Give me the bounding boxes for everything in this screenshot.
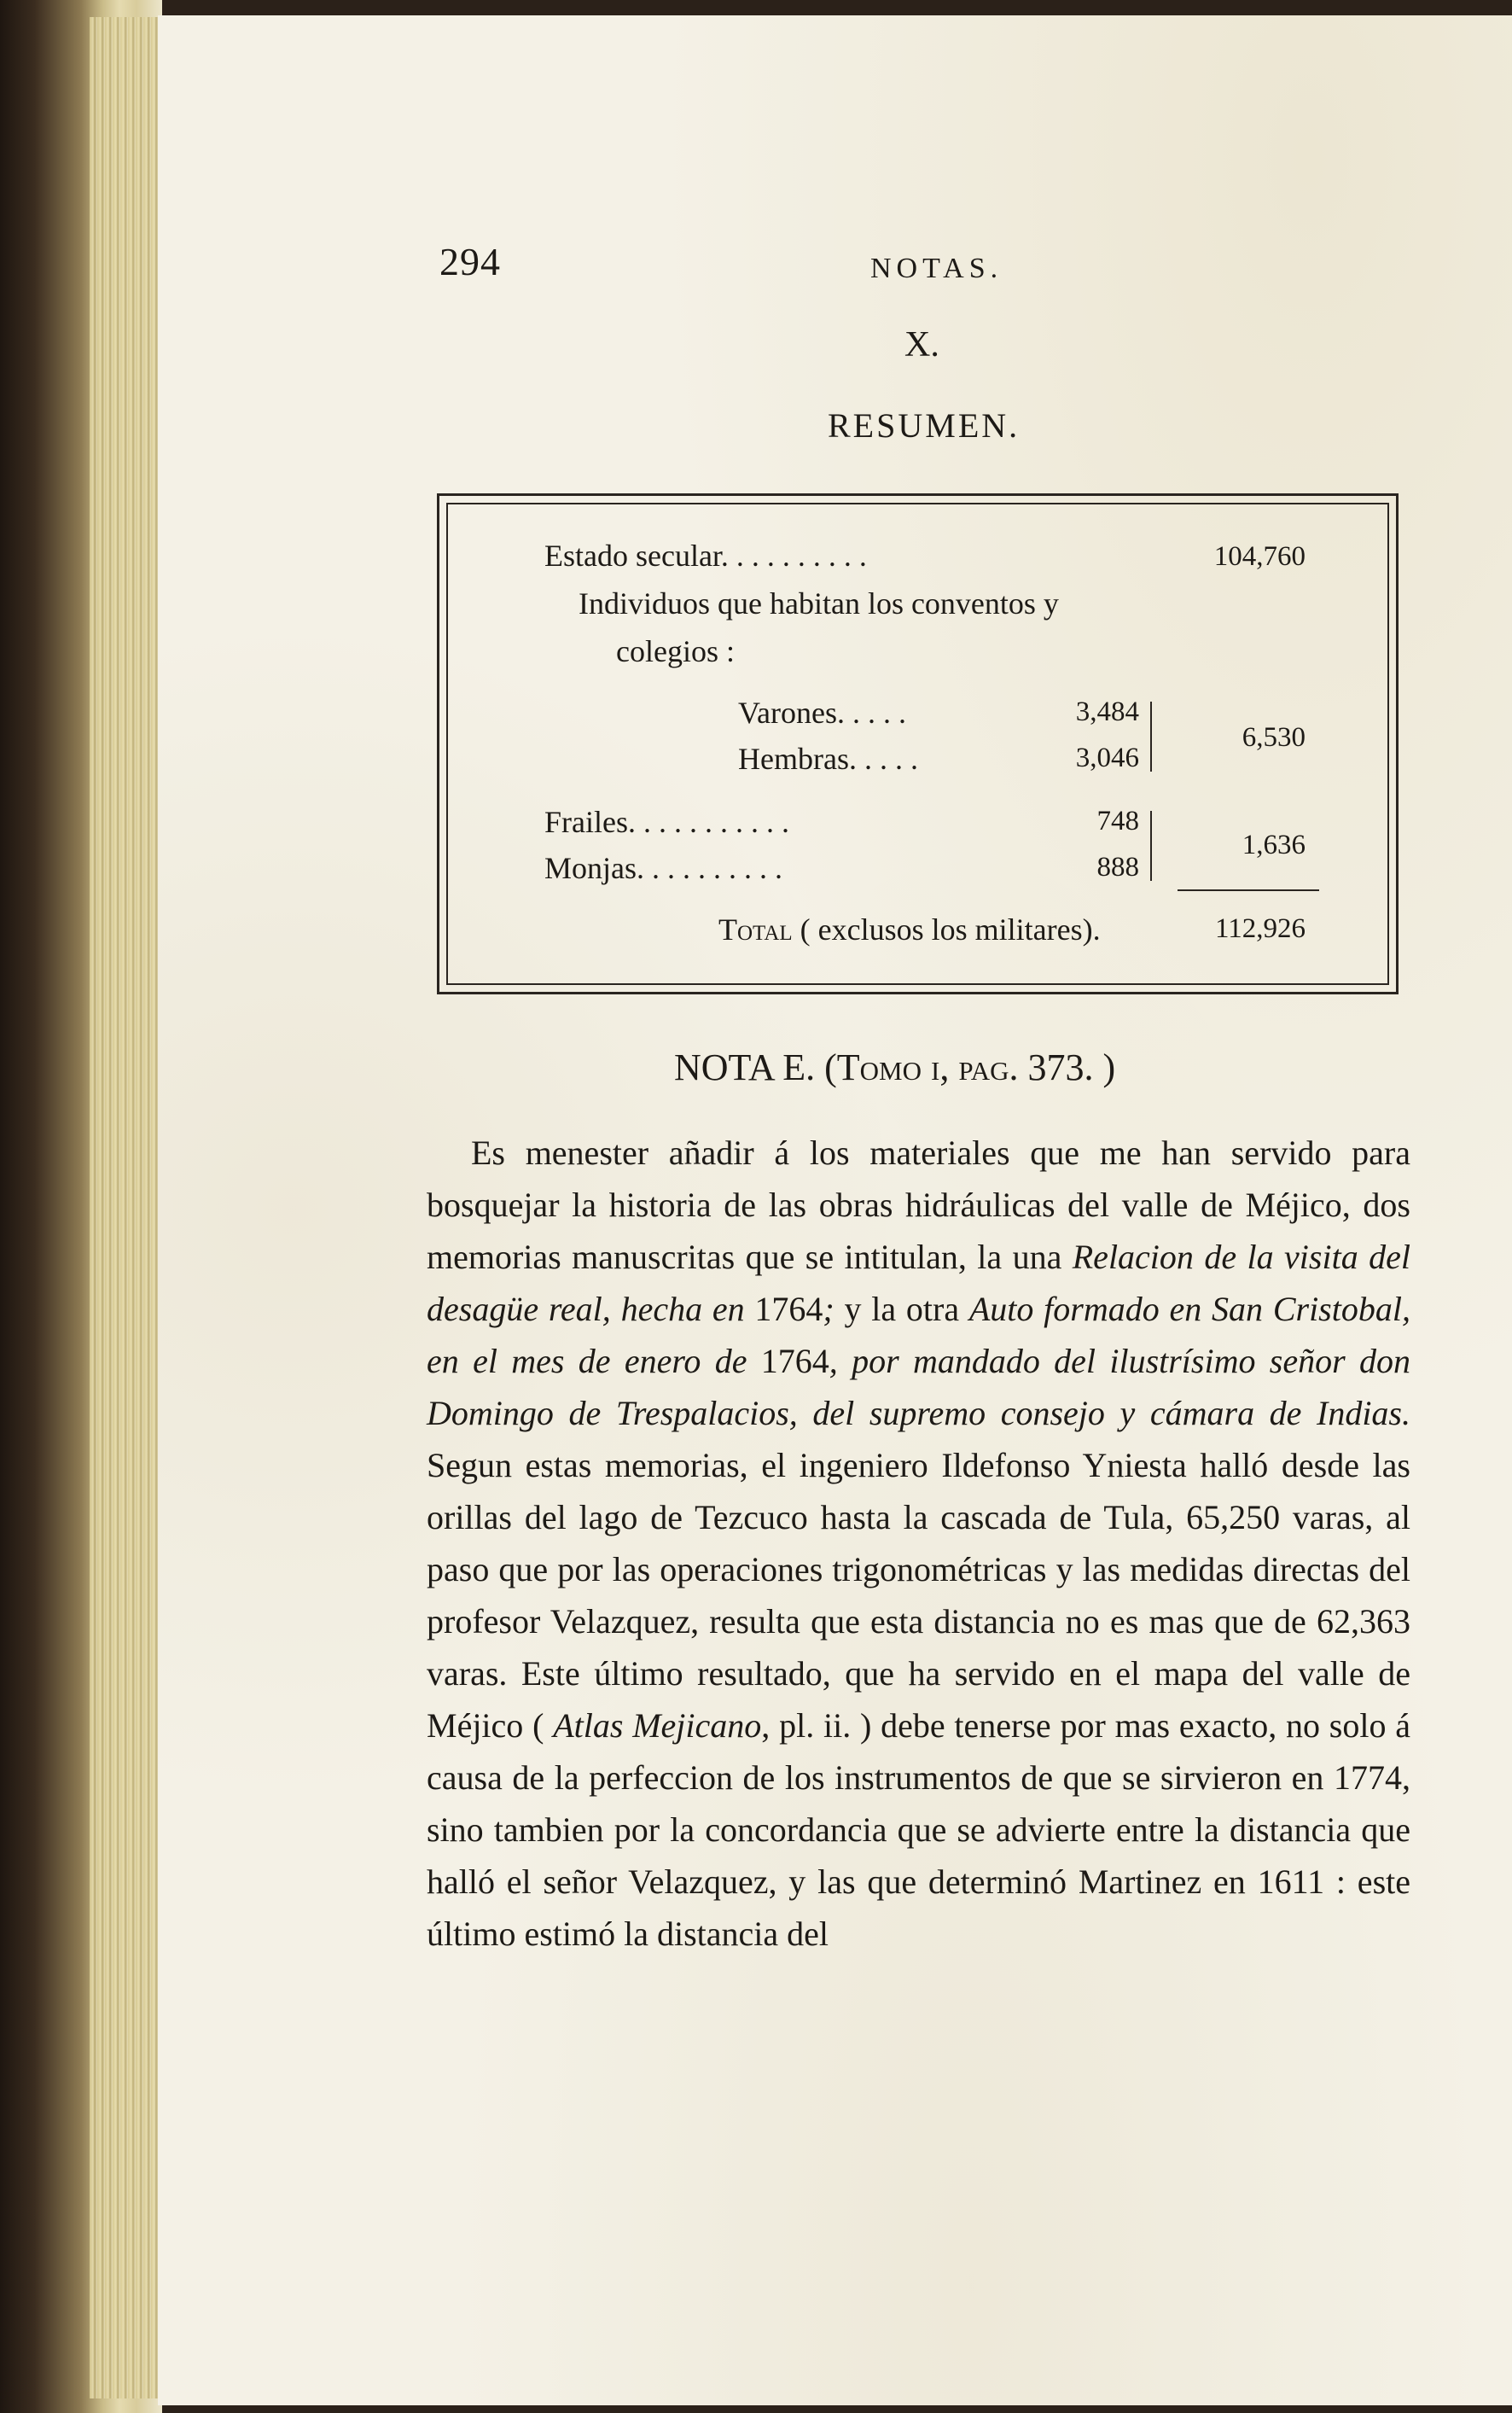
text-run: Es menester añadir á los materiales que me han servido para bosquejar la historia de las obras hidráulicas del valle de Méjico, dos memorias manuscritas que se intitulan, la una — [427, 1134, 1410, 1276]
body-paragraph — [427, 1127, 1410, 1960]
section-number: X. — [904, 325, 939, 364]
row-estado-secular-label: Estado secular. . . . . . . . . . — [544, 539, 867, 573]
row-monjas-value: 888 — [1096, 852, 1139, 883]
row-frailes-value: 748 — [1096, 806, 1139, 836]
page-number: 294 — [439, 240, 501, 283]
row-monjas-label: Monjas. . . . . . . . . . — [544, 851, 782, 885]
text-run: y la otra — [844, 1290, 969, 1328]
nota-heading-page: 373. ) — [1018, 1046, 1116, 1088]
nota-heading-tomo: Tomo i, pag. — [836, 1046, 1019, 1088]
italic-title-auto: Auto formado en San Cristobal, en el mes de enero de — [427, 1290, 1410, 1380]
italic-title-relacion: Relacion de la visita del desagüe real, hecha en — [427, 1238, 1410, 1328]
row-total-label — [718, 912, 1101, 947]
total-label-rest: ( exclusos los militares). — [800, 912, 1101, 947]
row-varones-label: Varones. . . . . — [738, 696, 906, 730]
row-varones-value: 3,484 — [1075, 697, 1139, 727]
row-frailes-label: Frailes. . . . . . . . . . . — [544, 805, 789, 839]
row-total-value: 112,926 — [1214, 913, 1306, 944]
paragraph — [427, 1127, 1410, 1960]
nota-heading-main: NOTA E. ( — [674, 1046, 837, 1088]
religiosos-subtotal: 1,636 — [1242, 830, 1306, 860]
total-rule — [1178, 889, 1319, 891]
row-individuos-label-2: colegios : — [616, 634, 735, 668]
text-run: 1764 — [744, 1290, 823, 1328]
text-run: Segun estas memorias, el ingeniero Ildefonso Yniesta halló desde las orillas del lago de Tezcuco hasta la cascada de Tula, 65,250 varas, al paso que por las operaciones trigonométricas y las medidas directas del profesor Velazquez, resulta que esta distancia no es mas que de 62,363 varas. Este último resultado, que ha servido en el mapa del valle de Méjico ( — [427, 1446, 1410, 1745]
total-label-smallcaps: Total — [718, 912, 793, 947]
text-run: , pl. ii. ) debe tenerse por mas exacto, no solo á causa de la perfeccion de los instrumentos de que se sirvieron en 1774, sino tambien por la concordancia que se advierte entre la distancia que halló el señor Velazquez, y las que determinó Martinez en 1611 : este último estimó la distancia del — [427, 1706, 1411, 1953]
running-head: NOTAS. — [870, 253, 1003, 284]
brace-religiosos — [1143, 811, 1152, 881]
conventos-subtotal: 6,530 — [1242, 722, 1306, 753]
section-title: RESUMEN. — [828, 406, 1021, 445]
italic-title-auto-cont: , por mandado del ilustrísimo señor don Domingo de Trespalacios, del supremo consejo y cámara de Indias. — [427, 1342, 1410, 1432]
row-hembras-value: 3,046 — [1075, 743, 1139, 773]
row-individuos-label-1: Individuos que habitan los conventos y — [579, 586, 1059, 621]
nota-heading — [674, 1046, 1115, 1089]
text-run: 1764 — [747, 1342, 829, 1380]
row-estado-secular-value: 104,760 — [1213, 541, 1306, 572]
italic-atlas: Atlas Mejicano — [553, 1706, 762, 1745]
row-hembras-label: Hembras. . . . . — [738, 742, 918, 776]
text-run: ; — [823, 1290, 845, 1328]
brace-conventos — [1143, 702, 1152, 772]
